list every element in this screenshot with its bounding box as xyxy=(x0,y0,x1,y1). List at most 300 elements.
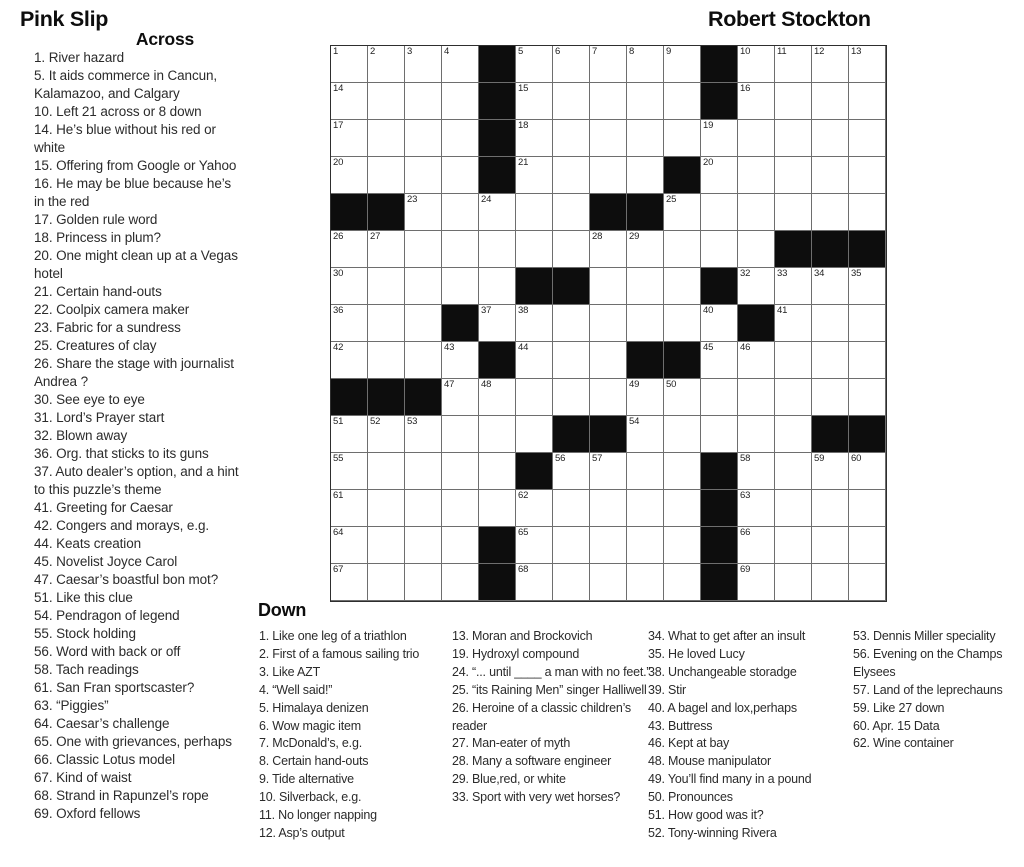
grid-cell[interactable] xyxy=(479,268,516,305)
page-title: Pink Slip xyxy=(20,7,109,31)
grid-cell[interactable] xyxy=(738,194,775,231)
grid-cell[interactable] xyxy=(590,453,627,490)
black-square xyxy=(479,46,516,83)
grid-cell[interactable] xyxy=(738,490,775,527)
down-clue: 38. Unchangeable storadge xyxy=(648,664,797,679)
grid-cell[interactable] xyxy=(368,83,405,120)
grid-cell[interactable] xyxy=(701,342,738,379)
grid-cell[interactable] xyxy=(553,120,590,157)
cell-number: 15 xyxy=(518,83,529,94)
grid-cell[interactable] xyxy=(812,490,849,527)
across-clue: 37. Auto dealer’s option, and a hint to this puzzle’s theme xyxy=(34,464,239,497)
grid-cell[interactable] xyxy=(701,120,738,157)
black-square xyxy=(331,194,368,231)
grid-cell[interactable] xyxy=(516,194,553,231)
grid-cell[interactable] xyxy=(442,564,479,601)
grid-cell[interactable] xyxy=(738,379,775,416)
cell-number: 21 xyxy=(518,157,529,168)
grid-cell[interactable] xyxy=(405,157,442,194)
grid-cell[interactable] xyxy=(590,564,627,601)
grid-cell[interactable] xyxy=(775,379,812,416)
grid-cell[interactable] xyxy=(553,342,590,379)
cell-number: 2 xyxy=(370,46,376,57)
down-clue: 8. Certain hand-outs xyxy=(259,754,369,769)
cell-number: 68 xyxy=(518,564,529,575)
cell-number: 16 xyxy=(740,83,751,94)
grid-cell[interactable] xyxy=(442,194,479,231)
grid-cell[interactable] xyxy=(738,564,775,601)
grid-cell[interactable] xyxy=(849,564,886,601)
grid-cell[interactable] xyxy=(812,564,849,601)
grid-cell[interactable] xyxy=(849,83,886,120)
grid-cell[interactable] xyxy=(627,157,664,194)
across-clue: 41. Greeting for Caesar xyxy=(34,500,173,515)
grid-cell[interactable] xyxy=(812,342,849,379)
down-clue: 57. Land of the leprechauns xyxy=(853,682,1003,697)
cell-number: 9 xyxy=(666,46,672,57)
down-clue: 51. How good was it? xyxy=(648,808,764,823)
grid-cell[interactable] xyxy=(590,157,627,194)
grid-cell[interactable] xyxy=(553,157,590,194)
cell-number: 26 xyxy=(333,231,344,242)
grid-cell[interactable] xyxy=(775,268,812,305)
grid-cell[interactable] xyxy=(442,83,479,120)
grid-cell[interactable] xyxy=(590,231,627,268)
across-clue: 47. Caesar’s boastful bon mot? xyxy=(34,572,219,587)
grid-cell[interactable] xyxy=(405,453,442,490)
grid-cell[interactable] xyxy=(849,46,886,83)
grid-cell[interactable] xyxy=(553,83,590,120)
grid-cell[interactable] xyxy=(368,564,405,601)
grid-cell[interactable] xyxy=(442,46,479,83)
black-square xyxy=(738,305,775,342)
grid-cell[interactable] xyxy=(812,268,849,305)
grid-cell[interactable] xyxy=(405,83,442,120)
grid-cell[interactable] xyxy=(775,46,812,83)
black-square xyxy=(775,231,812,268)
grid-cell[interactable] xyxy=(479,416,516,453)
grid-cell[interactable] xyxy=(775,305,812,342)
black-square xyxy=(812,416,849,453)
grid-cell[interactable] xyxy=(849,490,886,527)
down-clue: 10. Silverback, e.g. xyxy=(259,790,362,805)
grid-cell[interactable] xyxy=(627,268,664,305)
grid-cell[interactable] xyxy=(738,342,775,379)
cell-number: 63 xyxy=(740,490,751,501)
cell-number: 24 xyxy=(481,194,492,205)
grid-cell[interactable] xyxy=(849,342,886,379)
cell-number: 55 xyxy=(333,453,344,464)
down-clue: 46. Kept at bay xyxy=(648,736,730,751)
grid-cell[interactable] xyxy=(405,527,442,564)
across-clue: 58. Tach readings xyxy=(34,662,139,677)
grid-cell[interactable] xyxy=(368,268,405,305)
grid-cell[interactable] xyxy=(849,157,886,194)
cell-number: 52 xyxy=(370,416,381,427)
black-square xyxy=(553,416,590,453)
grid-cell[interactable] xyxy=(442,268,479,305)
grid-cell[interactable] xyxy=(331,453,368,490)
grid-cell[interactable] xyxy=(701,416,738,453)
grid-cell[interactable] xyxy=(590,120,627,157)
grid-cell[interactable] xyxy=(442,527,479,564)
grid-cell[interactable] xyxy=(331,46,368,83)
grid-cell[interactable] xyxy=(664,268,701,305)
grid-cell[interactable] xyxy=(405,46,442,83)
black-square xyxy=(849,416,886,453)
across-clue: 21. Certain hand-outs xyxy=(34,284,162,299)
grid-cell[interactable] xyxy=(627,305,664,342)
across-clue: 66. Classic Lotus model xyxy=(34,752,176,767)
grid-cell[interactable] xyxy=(701,379,738,416)
grid-cell[interactable] xyxy=(849,453,886,490)
grid-cell[interactable] xyxy=(812,305,849,342)
grid-cell[interactable] xyxy=(368,490,405,527)
grid-cell[interactable] xyxy=(405,416,442,453)
grid-cell[interactable] xyxy=(442,342,479,379)
down-clue: 60. Apr. 15 Data xyxy=(853,718,940,733)
across-clue: 45. Novelist Joyce Carol xyxy=(34,554,178,569)
grid-cell[interactable] xyxy=(701,157,738,194)
grid-cell[interactable] xyxy=(775,120,812,157)
black-square xyxy=(849,231,886,268)
grid-cell[interactable] xyxy=(405,342,442,379)
grid-cell[interactable] xyxy=(664,46,701,83)
black-square xyxy=(516,268,553,305)
cell-number: 62 xyxy=(518,490,529,501)
black-square xyxy=(627,194,664,231)
cell-number: 46 xyxy=(740,342,751,353)
cell-number: 25 xyxy=(666,194,677,205)
grid-cell[interactable] xyxy=(775,83,812,120)
cell-number: 66 xyxy=(740,527,751,538)
grid-cell[interactable] xyxy=(738,268,775,305)
grid-cell[interactable] xyxy=(775,564,812,601)
black-square xyxy=(479,83,516,120)
across-heading: Across xyxy=(135,29,195,49)
across-clue: 18. Princess in plum? xyxy=(34,230,161,245)
grid-cell[interactable] xyxy=(405,194,442,231)
grid-cell[interactable] xyxy=(738,46,775,83)
black-square xyxy=(701,83,738,120)
grid-cell[interactable] xyxy=(849,527,886,564)
grid-cell[interactable] xyxy=(664,231,701,268)
across-clue: 23. Fabric for a sundress xyxy=(34,320,181,335)
grid-cell[interactable] xyxy=(516,157,553,194)
grid-cell[interactable] xyxy=(738,157,775,194)
cell-number: 33 xyxy=(777,268,788,279)
grid-cell[interactable] xyxy=(701,194,738,231)
down-clue: 50. Pronounces xyxy=(648,790,733,805)
down-clue-column-3 xyxy=(648,628,855,843)
grid-cell[interactable] xyxy=(664,490,701,527)
grid-cell[interactable] xyxy=(368,342,405,379)
grid-cell[interactable] xyxy=(664,305,701,342)
grid-cell[interactable] xyxy=(405,268,442,305)
grid-cell[interactable] xyxy=(442,157,479,194)
black-square xyxy=(405,379,442,416)
grid-cell[interactable] xyxy=(442,120,479,157)
grid-cell[interactable] xyxy=(849,268,886,305)
grid-cell[interactable] xyxy=(405,564,442,601)
down-clue: 24. “... until ____ a man with no feet.” xyxy=(452,664,651,679)
grid-cell[interactable] xyxy=(331,83,368,120)
grid-cell[interactable] xyxy=(405,490,442,527)
grid-cell[interactable] xyxy=(627,490,664,527)
grid-cell[interactable] xyxy=(405,305,442,342)
grid-cell[interactable] xyxy=(627,564,664,601)
cell-number: 11 xyxy=(777,46,787,57)
across-clue: 64. Caesar’s challenge xyxy=(34,716,170,731)
across-clue: 61. San Fran sportscaster? xyxy=(34,680,195,695)
grid-cell[interactable] xyxy=(516,416,553,453)
grid-cell[interactable] xyxy=(738,527,775,564)
down-clue: 28. Many a software engineer xyxy=(452,754,612,769)
grid-cell[interactable] xyxy=(775,490,812,527)
across-clue: 42. Congers and morays, e.g. xyxy=(34,518,210,533)
grid-cell[interactable] xyxy=(516,120,553,157)
grid-cell[interactable] xyxy=(664,379,701,416)
cell-number: 18 xyxy=(518,120,529,131)
grid-cell[interactable] xyxy=(664,564,701,601)
grid-cell[interactable] xyxy=(368,305,405,342)
grid-cell[interactable] xyxy=(738,120,775,157)
down-clue: 26. Heroine of a classic children’s reader xyxy=(452,700,631,733)
grid-cell[interactable] xyxy=(590,83,627,120)
black-square xyxy=(590,416,627,453)
across-clue: 31. Lord’s Prayer start xyxy=(34,410,165,425)
grid-cell[interactable] xyxy=(775,342,812,379)
grid-cell[interactable] xyxy=(331,120,368,157)
grid-cell[interactable] xyxy=(516,305,553,342)
down-clue: 39. Stir xyxy=(648,682,686,697)
grid-cell[interactable] xyxy=(368,416,405,453)
down-clue: 7. McDonald’s, e.g. xyxy=(259,736,362,751)
grid-cell[interactable] xyxy=(664,527,701,564)
down-clue: 53. Dennis Miller speciality xyxy=(853,629,996,643)
grid-cell[interactable] xyxy=(701,305,738,342)
grid-cell[interactable] xyxy=(812,120,849,157)
grid-cell[interactable] xyxy=(553,490,590,527)
cell-number: 1 xyxy=(333,46,339,57)
across-clue: 30. See eye to eye xyxy=(34,392,145,407)
grid-cell[interactable] xyxy=(331,416,368,453)
cell-number: 34 xyxy=(814,268,825,279)
grid-cell[interactable] xyxy=(775,416,812,453)
across-clue: 5. It aids commerce in Cancun, Kalamazoo, and Calgary xyxy=(34,68,218,101)
grid-cell[interactable] xyxy=(442,231,479,268)
grid-cell[interactable] xyxy=(590,342,627,379)
grid-cell[interactable] xyxy=(590,527,627,564)
grid-cell[interactable] xyxy=(627,453,664,490)
grid-cell[interactable] xyxy=(368,46,405,83)
grid-cell[interactable] xyxy=(775,194,812,231)
grid-cell[interactable] xyxy=(331,564,368,601)
grid-cell[interactable] xyxy=(442,416,479,453)
cell-number: 20 xyxy=(703,157,714,168)
cell-number: 49 xyxy=(629,379,640,390)
cell-number: 38 xyxy=(518,305,529,316)
black-square xyxy=(627,342,664,379)
grid-cell[interactable] xyxy=(590,305,627,342)
grid-cell[interactable] xyxy=(812,194,849,231)
grid-cell[interactable] xyxy=(553,46,590,83)
grid-cell[interactable] xyxy=(627,379,664,416)
across-clue: 14. He’s blue without his red or white xyxy=(34,122,216,155)
grid-cell[interactable] xyxy=(627,46,664,83)
grid-cell[interactable] xyxy=(738,83,775,120)
grid-cell[interactable] xyxy=(368,157,405,194)
black-square xyxy=(479,564,516,601)
grid-cell[interactable] xyxy=(368,120,405,157)
grid-cell[interactable] xyxy=(479,194,516,231)
grid-cell[interactable] xyxy=(516,527,553,564)
grid-cell[interactable] xyxy=(516,83,553,120)
grid-cell[interactable] xyxy=(775,157,812,194)
across-clue: 20. One might clean up at a Vegas hotel xyxy=(34,248,238,281)
cell-number: 29 xyxy=(629,231,640,242)
down-clue: 43. Buttress xyxy=(648,718,713,733)
black-square xyxy=(664,157,701,194)
grid-cell[interactable] xyxy=(553,379,590,416)
cell-number: 43 xyxy=(444,342,455,353)
grid-cell[interactable] xyxy=(664,453,701,490)
grid-cell[interactable] xyxy=(553,231,590,268)
grid-cell[interactable] xyxy=(331,268,368,305)
grid-cell[interactable] xyxy=(331,490,368,527)
puzzle-author: Robert Stockton xyxy=(708,7,871,31)
grid-cell[interactable] xyxy=(590,490,627,527)
black-square xyxy=(701,564,738,601)
crossword-grid[interactable] xyxy=(330,45,887,602)
grid-cell[interactable] xyxy=(553,305,590,342)
grid-cell[interactable] xyxy=(701,231,738,268)
grid-cell[interactable] xyxy=(479,490,516,527)
cell-number: 44 xyxy=(518,342,529,353)
cell-number: 61 xyxy=(333,490,344,501)
grid-cell[interactable] xyxy=(479,231,516,268)
grid-cell[interactable] xyxy=(664,416,701,453)
black-square xyxy=(812,231,849,268)
grid-cell[interactable] xyxy=(664,120,701,157)
cell-number: 30 xyxy=(333,268,344,279)
grid-cell[interactable] xyxy=(590,379,627,416)
grid-cell[interactable] xyxy=(812,157,849,194)
cell-number: 37 xyxy=(481,305,492,316)
grid-cell[interactable] xyxy=(479,453,516,490)
grid-cell[interactable] xyxy=(590,46,627,83)
down-clue: 25. “its Raining Men” singer Halliwell xyxy=(452,682,647,697)
grid-cell[interactable] xyxy=(812,527,849,564)
grid-cell[interactable] xyxy=(812,46,849,83)
grid-cell[interactable] xyxy=(368,231,405,268)
grid-cell[interactable] xyxy=(331,527,368,564)
grid-cell[interactable] xyxy=(849,305,886,342)
cell-number: 19 xyxy=(703,120,714,131)
grid-cell[interactable] xyxy=(368,453,405,490)
grid-cell[interactable] xyxy=(516,231,553,268)
grid-cell[interactable] xyxy=(849,379,886,416)
grid-cell[interactable] xyxy=(405,231,442,268)
grid-cell[interactable] xyxy=(553,453,590,490)
grid-cell[interactable] xyxy=(331,157,368,194)
grid-cell[interactable] xyxy=(775,527,812,564)
cell-number: 23 xyxy=(407,194,418,205)
grid-cell[interactable] xyxy=(775,453,812,490)
black-square xyxy=(701,490,738,527)
cell-number: 17 xyxy=(333,120,344,131)
across-clue: 36. Org. that sticks to its guns xyxy=(34,446,209,461)
grid-cell[interactable] xyxy=(627,416,664,453)
grid-cell[interactable] xyxy=(627,120,664,157)
across-clue: 68. Strand in Rapunzel’s rope xyxy=(34,788,209,803)
grid-cell[interactable] xyxy=(405,120,442,157)
cell-number: 13 xyxy=(851,46,862,57)
grid-cell[interactable] xyxy=(664,194,701,231)
grid-cell[interactable] xyxy=(627,83,664,120)
grid-cell[interactable] xyxy=(516,46,553,83)
cell-number: 53 xyxy=(407,416,418,427)
cell-number: 36 xyxy=(333,305,344,316)
grid-cell[interactable] xyxy=(479,379,516,416)
grid-cell[interactable] xyxy=(442,379,479,416)
down-clue: 4. “Well said!” xyxy=(259,682,333,697)
grid-cell[interactable] xyxy=(516,342,553,379)
down-clue: 40. A bagel and lox,perhaps xyxy=(648,700,797,715)
grid-cell[interactable] xyxy=(738,416,775,453)
grid-cell[interactable] xyxy=(849,194,886,231)
grid-cell[interactable] xyxy=(442,453,479,490)
cell-number: 28 xyxy=(592,231,603,242)
cell-number: 32 xyxy=(740,268,751,279)
grid-cell[interactable] xyxy=(331,342,368,379)
cell-number: 54 xyxy=(629,416,640,427)
grid-cell[interactable] xyxy=(479,305,516,342)
across-clue: 44. Keats creation xyxy=(34,536,142,551)
grid-cell[interactable] xyxy=(516,490,553,527)
down-clue: 1. Like one leg of a triathlon xyxy=(259,629,407,643)
across-clue: 63. “Piggies” xyxy=(34,698,109,713)
grid-cell[interactable] xyxy=(738,453,775,490)
cell-number: 3 xyxy=(407,46,413,57)
across-clue: 16. He may be blue because he’s in the red xyxy=(34,176,232,209)
grid-cell[interactable] xyxy=(738,231,775,268)
grid-cell[interactable] xyxy=(812,379,849,416)
grid-cell[interactable] xyxy=(627,231,664,268)
down-clue: 5. Himalaya denizen xyxy=(259,700,369,715)
grid-cell[interactable] xyxy=(812,83,849,120)
grid-cell[interactable] xyxy=(627,527,664,564)
grid-cell[interactable] xyxy=(664,83,701,120)
grid-cell[interactable] xyxy=(553,564,590,601)
grid-cell[interactable] xyxy=(442,490,479,527)
grid-cell[interactable] xyxy=(516,379,553,416)
grid-cell[interactable] xyxy=(553,194,590,231)
cell-number: 14 xyxy=(333,83,344,94)
down-clue: 9. Tide alternative xyxy=(259,772,354,787)
grid-cell[interactable] xyxy=(590,268,627,305)
cell-number: 40 xyxy=(703,305,714,316)
grid-cell[interactable] xyxy=(812,453,849,490)
grid-cell[interactable] xyxy=(331,231,368,268)
grid-cell[interactable] xyxy=(331,305,368,342)
grid-cell[interactable] xyxy=(849,120,886,157)
grid-cell[interactable] xyxy=(553,527,590,564)
grid-cell[interactable] xyxy=(516,564,553,601)
cell-number: 42 xyxy=(333,342,344,353)
down-clue: 35. He loved Lucy xyxy=(648,646,745,661)
grid-cell[interactable] xyxy=(368,527,405,564)
